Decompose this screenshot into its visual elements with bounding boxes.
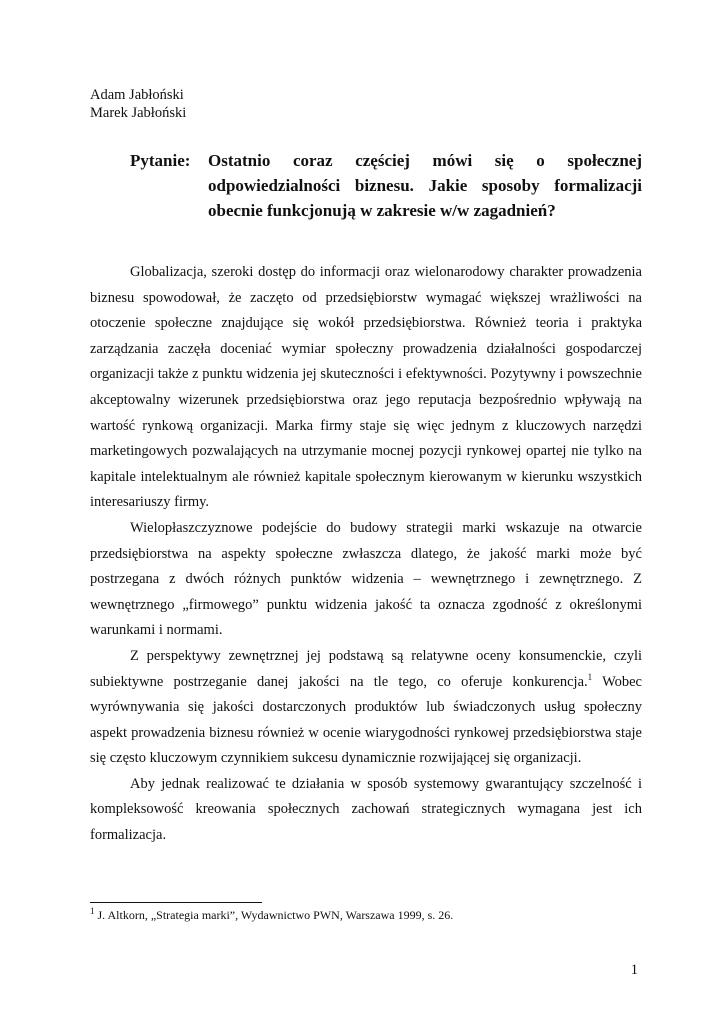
paragraph: Wielopłaszczyznowe podejście do budowy strategii marki wskazuje na otwarcie przedsiębiorstwa na aspekty społeczne zwłaszcza dlatego, że jakość marki może być postrzegana z dwóch różnych punktów widzenia – wewnętrznego i zewnętrznego. Z wewnętrznego „firmowego” punktu widzenia jakość ta oznacza zgodność z określonymi warunkami i normami. <box>90 519 642 639</box>
footnote <box>90 907 650 923</box>
paragraph-text: Wobec wyrównywania się jakości dostarczonych produktów lub świadczonych usług społeczny aspekt prowadzenia biznesu również w ocenie wiarygodności rynkowej przedsiębiorstwa staje się często kluczowym czynnikiem sukcesu dynamicznie rozwijającej się organizacji. <box>90 673 642 767</box>
paragraph-text: Z perspektywy zewnętrznej jej podstawą są relatywne oceny konsumenckie, czyli subiektywne postrzeganie danej jakości na tle tego, co oferuje konkurencja. <box>90 647 642 690</box>
paragraph <box>90 644 642 772</box>
footnote-text: J. Altkorn, „Strategia marki”, Wydawnictwo PWN, Warszawa 1999, s. 26. <box>97 908 454 922</box>
page-number: 1 <box>630 962 638 978</box>
paragraph: Aby jednak realizować te działania w sposób systemowy gwarantujący szczelność i kompleksowość kreowania społecznych zachowań strategicznych wymagana jest ich formalizacja. <box>90 775 642 844</box>
footnote-reference[interactable]: 1 <box>587 671 593 682</box>
question-label: Pytanie: <box>130 151 191 170</box>
footnote-separator <box>90 902 262 903</box>
author-list <box>90 86 186 122</box>
footnote-mark: 1 <box>90 906 95 916</box>
author-name: Marek Jabłoński <box>90 105 187 121</box>
paragraph: Globalizacja, szeroki dostęp do informacji oraz wielonarodowy charakter prowadzenia biznesu spowodował, że zaczęto od przedsiębiorstw wymagać większej wrażliwości na otoczenie społeczne znajdujące się wokół przedsiębiorstwa. Również teoria i praktyka zarządzania zaczęła doceniać wymiar społeczny prowadzenia działalności gospodarczej organizacji także z punktu widzenia jej skuteczności i efektywności. Pozytywny i powszechnie akceptowalny wizerunek przedsiębiorstwa oraz jego reputacja bezpośrednio wpływają na wartość rynkową organizacji. Marka firmy staje się więc jednym z kluczowych narzędzi marketingowych pozwalających na utrzymanie mocnej pozycji rynkowej opartej nie tylko na kapitale intelektualnym ale również kapitale społecznym kierowanym w kierunku wszystkich interesariuszy firmy. <box>90 264 642 511</box>
question-text: Ostatnio coraz częściej mówi się o społecznej odpowiedzialności biznesu. Jakie sposoby formalizacji obecnie funkcjonują w zakresie w/w zagadnień? <box>208 151 642 220</box>
author-name: Adam Jabłoński <box>90 87 184 103</box>
body-text <box>90 260 642 849</box>
question-block <box>130 148 642 223</box>
